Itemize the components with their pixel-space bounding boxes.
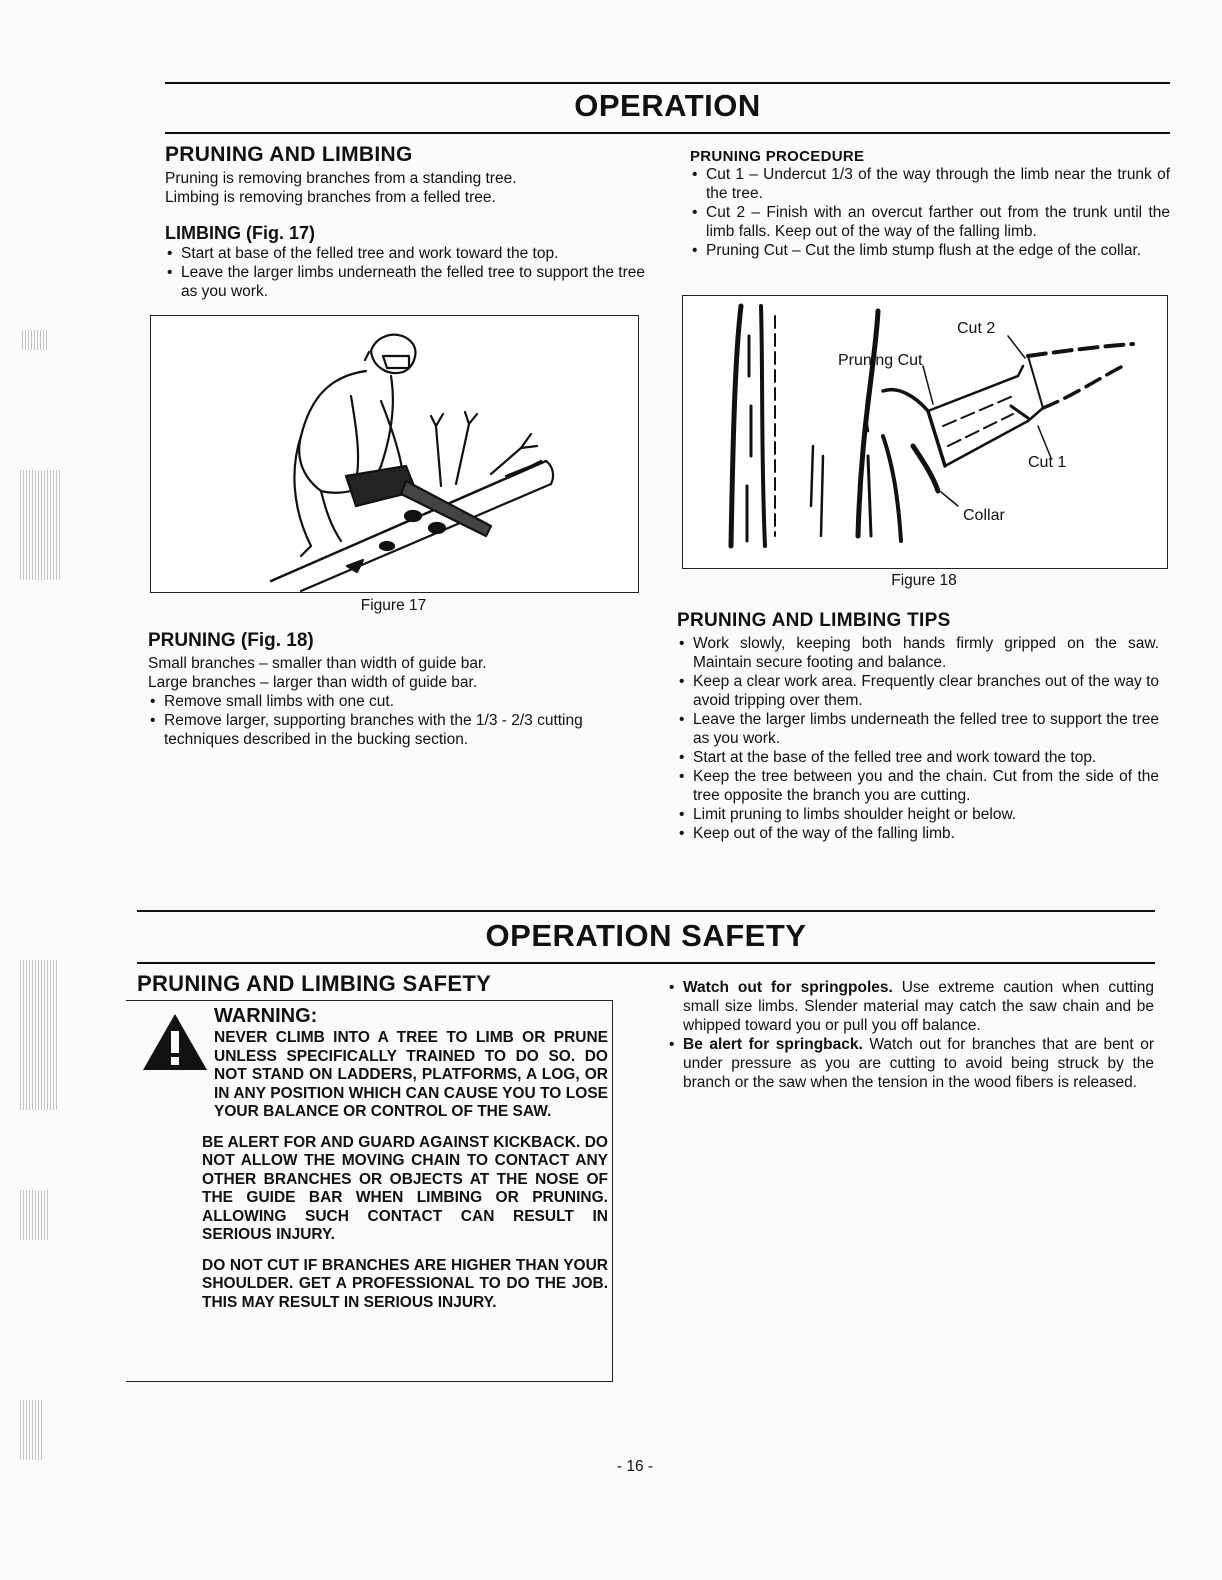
figure-18 (682, 295, 1168, 569)
safety-top-rule (137, 910, 1155, 912)
list-item: • Cut 2 – Finish with an overcut farther out from the trunk until the limb falls. Keep out of the way of the falling limb. (690, 203, 1170, 241)
warning-text (202, 1029, 608, 1324)
tips-section (677, 610, 1159, 843)
page-number: - 16 - (616, 1458, 654, 1475)
figure-18-caption: Figure 18 (891, 572, 957, 589)
list-item: • Limit pruning to limbs shoulder height or below. (677, 805, 1159, 824)
pruning-limbing-section (165, 143, 645, 301)
safety-bullets (667, 978, 1154, 1092)
scan-speck (20, 470, 60, 580)
pruning-lines (148, 654, 648, 692)
list-item: • Remove small limbs with one cut. (148, 692, 648, 711)
safety-heading (137, 971, 617, 997)
warning-box (126, 1000, 613, 1382)
list-item: • Cut 1 – Undercut 1/3 of the way through the limb near the trunk of the tree. (690, 165, 1170, 203)
pruning-procedure-list (690, 165, 1170, 260)
section-title: OPERATION (574, 88, 761, 123)
pruning-procedure-heading: PRUNING PROCEDURE (690, 148, 865, 165)
list-item: • Keep out of the way of the falling limb. (677, 824, 1159, 843)
limbing-heading: LIMBING (Fig. 17) (165, 223, 315, 243)
list-item: • Keep the tree between you and the chain. Cut from the side of the tree opposite the branch you are cutting. (677, 767, 1159, 805)
figure-17-caption: Figure 17 (360, 597, 427, 614)
pruning-section (148, 630, 648, 749)
list-item: • Pruning Cut – Cut the limb stump flush at the edge of the collar. (690, 241, 1170, 260)
label-cut2: Cut 2 (957, 320, 996, 337)
safety-heading-text: PRUNING AND LIMBING SAFETY (137, 971, 492, 996)
bullet-text: Watch out for branches that are bent or under pressure as you are cutting to avoid being struck by the branch or the saw when the tension in the wood fibers is released. (683, 1036, 1154, 1091)
pruning-limbing-intro (165, 169, 645, 207)
list-item (667, 1035, 1154, 1092)
pruning-line: Small branches – smaller than width of guide bar. (148, 655, 487, 672)
warning-paragraph: BE ALERT FOR AND GUARD AGAINST KICKBACK. DO NOT ALLOW THE MOVING CHAIN TO CONTACT ANY OTHER BRANCHES OR OBJECTS AT THE NOSE OF THE GUIDE BAR WHEN LIMBING OR PRUNING. ALLOWING SUCH CONTACT CAN RESULT IN SERIOUS INJURY. (202, 1133, 608, 1243)
safety-underline (137, 962, 1155, 964)
pruning-procedure-section (690, 148, 1170, 260)
pruning-list (148, 692, 648, 749)
list-item: • Start at base of the felled tree and work toward the top. (165, 244, 645, 263)
intro-line: Limbing is removing branches from a felled tree. (165, 189, 496, 206)
title-underline (165, 132, 1170, 134)
list-item: • Leave the larger limbs underneath the felled tree to support the tree as you work. (165, 263, 645, 301)
pruning-heading: PRUNING (Fig. 18) (148, 630, 314, 651)
list-item: • Remove larger, supporting branches with the 1/3 - 2/3 cutting techniques described in the bucking section. (148, 711, 648, 749)
list-item: • Work slowly, keeping both hands firmly gripped on the saw. Maintain secure footing and balance. (677, 634, 1159, 672)
tips-list (677, 634, 1159, 843)
list-item (667, 978, 1154, 1035)
pruning-limbing-heading: PRUNING AND LIMBING (165, 143, 413, 166)
scan-speck (20, 1400, 42, 1460)
scan-speck (20, 1190, 48, 1240)
bullet-lead: Watch out for springpoles. (683, 979, 893, 996)
scan-speck (22, 330, 48, 350)
tips-heading: PRUNING AND LIMBING TIPS (677, 610, 951, 631)
bullet-lead: Be alert for springback. (683, 1036, 863, 1053)
safety-right-section (667, 978, 1154, 1092)
warning-paragraph: DO NOT CUT IF BRANCHES ARE HIGHER THAN YOUR SHOULDER. GET A PROFESSIONAL TO DO THE JOB. THIS MAY RESULT IN SERIOUS INJURY. (202, 1256, 608, 1311)
bullet-text: Use extreme caution when cutting small size limbs. Slender material may catch the saw chain and be whipped toward you or pull you off balance. (683, 979, 1154, 1034)
list-item: • Start at the base of the felled tree and work toward the top. (677, 748, 1159, 767)
safety-title: OPERATION SAFETY (485, 918, 807, 953)
limbing-illustration (151, 316, 638, 592)
limbing-list (165, 244, 645, 301)
pruning-line: Large branches – larger than width of guide bar. (148, 674, 478, 691)
list-item: • Leave the larger limbs underneath the felled tree to support the tree as you work. (677, 710, 1159, 748)
list-item: • Keep a clear work area. Frequently clear branches out of the way to avoid tripping over them. (677, 672, 1159, 710)
scan-speck (20, 960, 58, 1110)
intro-line: Pruning is removing branches from a standing tree. (165, 170, 517, 187)
warning-triangle-icon (140, 1011, 210, 1073)
label-cut1: Cut 1 (1028, 454, 1067, 471)
pruning-diagram (683, 296, 1167, 568)
warning-paragraph: NEVER CLIMB INTO A TREE TO LIMB OR PRUNE UNLESS SPECIFICALLY TRAINED TO DO SO. DO NOT STAND ON LADDERS, PLATFORMS, A LOG, OR IN ANY POSITION WHICH CAN CAUSE YOU TO LOSE YOUR BALANCE OR CONTROL OF THE SAW. (214, 1029, 608, 1120)
label-collar: Collar (963, 507, 1005, 524)
top-rule (165, 82, 1170, 84)
label-pruning-cut: Pruning Cut (838, 352, 923, 369)
figure-17 (150, 315, 639, 593)
warning-label: WARNING: (214, 1005, 318, 1027)
